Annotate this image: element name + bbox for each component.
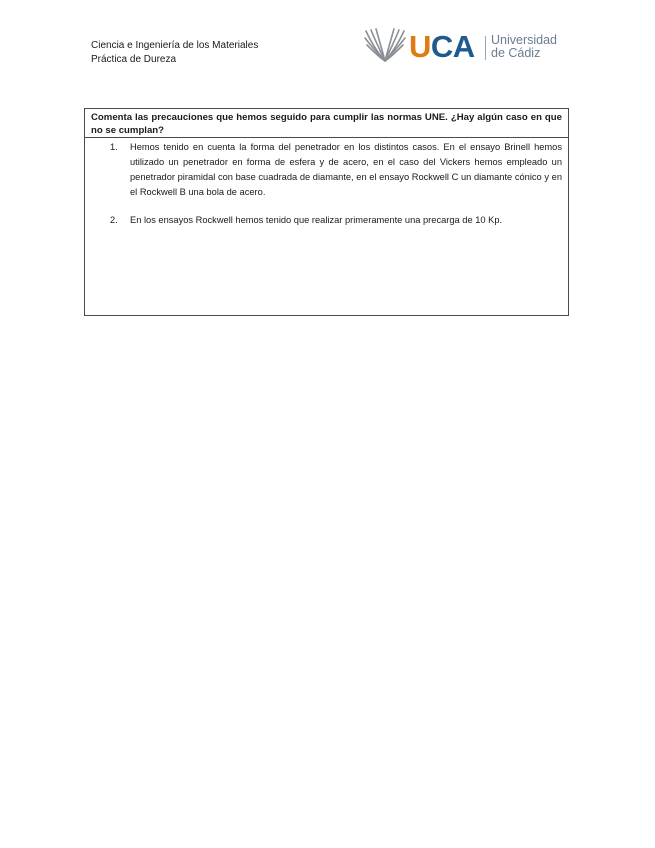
course-title: Ciencia e Ingeniería de los Materiales xyxy=(91,40,259,51)
logo-divider xyxy=(485,36,486,60)
uca-emblem-icon xyxy=(363,28,407,64)
document-header xyxy=(91,39,258,66)
university-logo xyxy=(363,27,568,67)
answer-list xyxy=(85,140,568,228)
uca-letter-u: U xyxy=(409,29,431,64)
list-item-number: 2. xyxy=(110,215,118,225)
list-item-number: 1. xyxy=(110,142,118,152)
question-table xyxy=(84,108,569,316)
list-item xyxy=(85,140,568,200)
list-item-text: Hemos tenido en cuenta la forma del penetrador en los distintos casos. En el ensayo Brinell hemos utilizado un penetrador en forma de esfera y de acero, en el caso del Vickers hemos empleado un penetrador piramidal con base cuadrada de diamante, en el ensayo Rockwell C un diamante cónico y en el Rockwell B una bola de acero. xyxy=(130,142,562,197)
question-heading: Comenta las precauciones que hemos seguido para cumplir las normas UNE. ¿Hay algún caso en que no se cumplan? xyxy=(85,109,568,138)
list-item xyxy=(85,213,568,228)
university-name-line1: Universidad xyxy=(491,33,558,47)
uca-letters-ca: CA xyxy=(430,29,475,64)
practice-title: Práctica de Dureza xyxy=(91,53,177,65)
university-name-line2: de Cádiz xyxy=(491,46,541,60)
university-name xyxy=(491,34,557,60)
uca-wordmark xyxy=(409,28,475,66)
list-item-text: En los ensayos Rockwell hemos tenido que realizar primeramente una precarga de 10 Kp. xyxy=(130,215,503,225)
